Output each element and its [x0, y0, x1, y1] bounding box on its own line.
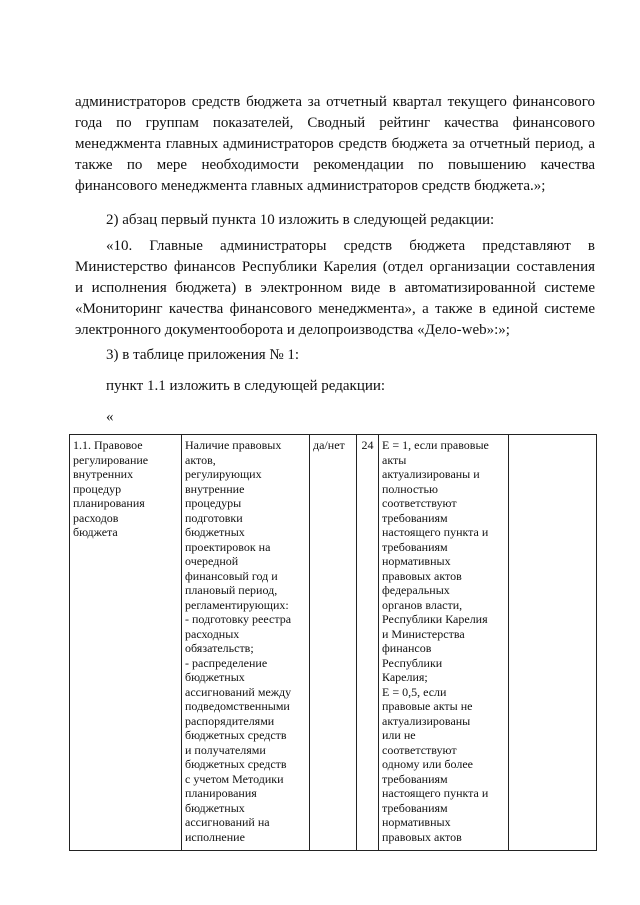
- cell-text-line: E = 0,5, если: [382, 684, 447, 699]
- cell-text-line: Наличие правовых: [185, 438, 282, 452]
- cell-text-line: правовых актов: [382, 568, 462, 583]
- cell-text-line: внутренних: [73, 467, 134, 481]
- text-line: финансового менеджмента главных администраторов средств бюджета.»;: [75, 178, 546, 194]
- table-row: [70, 435, 597, 851]
- weight-cell: 24: [357, 435, 379, 851]
- text-line: Министерство финансов Республики Карелия (отдел организации составления: [75, 259, 595, 275]
- cell-text-line: процедур: [73, 481, 122, 496]
- cell-text-line: процедуры: [185, 496, 242, 510]
- cell-text-line: с учетом Методики: [185, 771, 284, 786]
- cell-text-line: Карелия;: [382, 670, 428, 684]
- text-line: «10. Главные администраторы средств бюджета представляют в: [106, 238, 595, 254]
- cell-text-line: ассигнований на: [185, 815, 270, 829]
- text-line: года по группам показателей, Сводный рейтинг качества финансового: [75, 115, 595, 131]
- cell-text-line: соответствуют: [382, 496, 457, 510]
- cell-text-line: акты: [382, 452, 407, 467]
- cell-text-line: - подготовку реестра: [185, 612, 292, 626]
- cell-text-line: Республики Карелия: [382, 612, 488, 626]
- cell-text-line: финансов: [382, 641, 432, 655]
- cell-text-line: бюджетных средств: [185, 757, 287, 771]
- cell-text-line: очередной: [185, 554, 239, 568]
- cell-text-line: требованиям: [382, 800, 448, 815]
- text-line: «Мониторинг качества финансового менеджмента», а также в единой системе: [75, 301, 595, 317]
- cell-text-line: бюджетных средств: [185, 728, 287, 742]
- cell-text-line: бюджетных: [185, 800, 245, 815]
- indicator-table: [69, 434, 597, 851]
- cell-text-line: подготовки: [185, 510, 243, 525]
- quoted-clause-10: [75, 236, 595, 341]
- cell-text-line: федеральных: [382, 583, 450, 597]
- cell-text-line: полностью: [382, 481, 438, 496]
- cell-text-line: распорядителями: [185, 713, 275, 728]
- cell-text-line: планирования: [185, 786, 257, 800]
- cell-text-line: бюджета: [73, 525, 118, 539]
- cell-text-line: требованиям: [382, 539, 448, 554]
- cell-text-line: - распределение: [185, 655, 268, 670]
- cell-text-line: регламентирующих:: [185, 597, 289, 612]
- cell-text-line: или не: [382, 728, 416, 742]
- cell-text-line: и получателями: [185, 742, 266, 757]
- cell-text-line: внутренние: [185, 481, 245, 496]
- cell-text-line: регулирование: [73, 452, 149, 467]
- cell-text-line: плановый период,: [185, 583, 278, 597]
- cell-text-line: 1.1. Правовое: [73, 438, 143, 452]
- cell-text-line: требованиям: [382, 510, 448, 525]
- indicator-description-cell: [182, 435, 310, 851]
- cell-text-line: E = 1, если правовые: [382, 438, 489, 452]
- cell-text-line: настоящего пункта и: [382, 525, 489, 539]
- amendment-item-3: 3) в таблице приложения № 1:: [106, 347, 300, 363]
- cell-text-line: органов власти,: [382, 597, 463, 612]
- opening-quote: «: [106, 409, 114, 425]
- cell-text-line: нормативных: [382, 554, 451, 568]
- cell-text-line: нормативных: [382, 815, 451, 829]
- cell-text-line: подведомственными: [185, 699, 290, 713]
- text-line: менеджмента главных администраторов средств бюджета за отчетный период, а: [75, 136, 595, 152]
- text-line: администраторов средств бюджета за отчетный квартал текущего финансового: [75, 94, 595, 110]
- cell-text-line: бюджетных: [185, 525, 245, 539]
- cell-text-line: правовые акты не: [382, 699, 473, 713]
- cell-text-line: и Министерства: [382, 626, 465, 641]
- evaluation-formula-cell: [379, 435, 509, 851]
- cell-text-line: расходов: [73, 510, 119, 525]
- cell-text-line: расходных: [185, 626, 240, 641]
- cell-text-line: соответствуют: [382, 742, 457, 757]
- cell-text-line: актуализированы: [382, 713, 471, 728]
- cell-text-line: актуализированы и: [382, 467, 480, 481]
- cell-text-line: проектировок на: [185, 539, 271, 554]
- cell-text-line: исполнение: [185, 829, 245, 844]
- indicator-name-cell: [70, 435, 182, 851]
- cell-text-line: требованиям: [382, 771, 448, 786]
- cell-text-line: настоящего пункта и: [382, 786, 489, 800]
- cell-text-line: правовых актов: [382, 829, 462, 844]
- paragraph-continuation: [75, 92, 595, 197]
- empty-cell: [509, 435, 597, 851]
- cell-text-line: бюджетных: [185, 670, 245, 684]
- amendment-item-2: 2) абзац первый пункта 10 изложить в следующей редакции:: [106, 212, 495, 228]
- unit-cell: да/нет: [310, 435, 357, 851]
- cell-text-line: одному или более: [382, 757, 473, 771]
- cell-text-line: ассигнований между: [185, 684, 292, 699]
- cell-text-line: актов,: [185, 452, 216, 467]
- text-line: и исполнения бюджета) в электронном виде в автоматизированной системе: [75, 280, 595, 296]
- cell-text-line: Республики: [382, 655, 443, 670]
- amendment-subitem: пункт 1.1 изложить в следующей редакции:: [106, 378, 386, 394]
- cell-text-line: планирования: [73, 496, 145, 510]
- text-line: также по мере необходимости рекомендации по повышению качества: [75, 157, 595, 173]
- cell-text-line: финансовый год и: [185, 568, 278, 583]
- cell-text-line: регулирующих: [185, 467, 262, 481]
- text-line: электронного документооборота и делопроизводства «Дело-web»:»;: [75, 322, 510, 338]
- cell-text-line: обязательств;: [185, 641, 254, 655]
